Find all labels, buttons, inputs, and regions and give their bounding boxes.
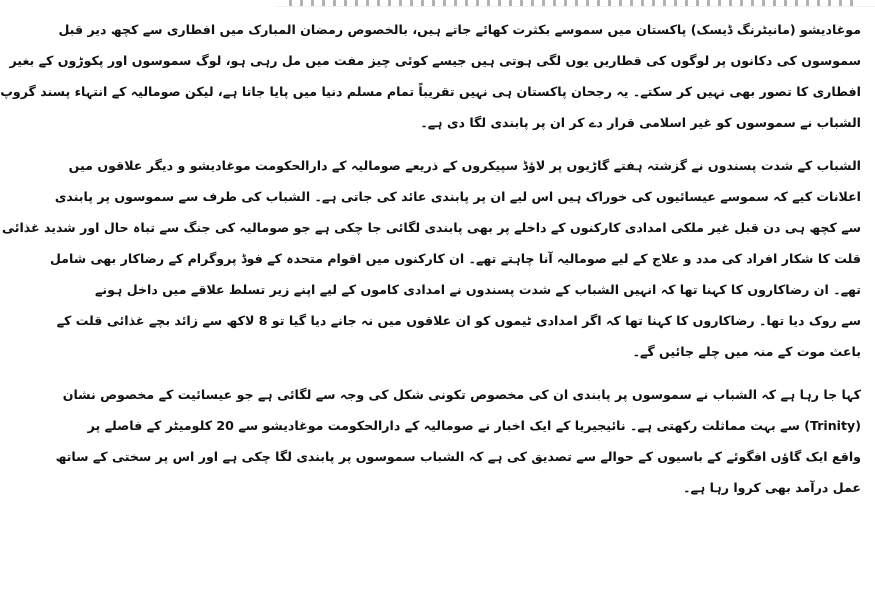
paragraph-line: قلت کا شکار افراد کی مدد و علاج کے لیے صومالیہ آنا چاہتے تھے۔ ان کارکنوں میں اقوام متحدہ کے فوڈ پروگرام کے رضاکار بھی شامل xyxy=(49,251,861,266)
paragraph-line: سے کچھ ہی دن قبل غیر ملکی امدادی کارکنوں کے داخلے پر بھی پابندی لگائی جا چکی ہے جو صومالیہ کی جنگ سے تباہ حال اور شدید غذائی xyxy=(1,220,861,235)
paragraph-line: باعث موت کے منہ میں چلے جائیں گے۔ xyxy=(632,344,861,359)
clipped-text-fragment xyxy=(289,0,861,6)
paragraph-line: افطاری کا تصور بھی نہیں کر سکتے۔ یہ رجحان پاکستان ہی نہیں تقریباً تمام مسلم دنیا میں پایا جاتا ہے، لیکن صومالیہ کے انتہاء پسند گروپ xyxy=(0,84,861,99)
paragraph-line: تھے۔ ان رضاکاروں کا کہنا تھا کہ انہیں الشباب کے شدت پسندوں نے امدادی کاموں کے لیے اپنے زیر تسلط علاقے میں داخل ہونے xyxy=(94,282,861,297)
paragraph-line: کہا جا رہا ہے کہ الشباب نے سموسوں پر پابندی ان کی مخصوص تکونی شکل کی وجہ سے لگائی ہے جو عیسائیت کے مخصوص نشان xyxy=(62,387,861,402)
paragraph-announcements xyxy=(1,150,861,367)
paragraph-line: سموسوں کی دکانوں پر لوگوں کی قطاریں یوں لگی ہوتی ہیں جیسے کوئی چیز مفت میں مل رہی ہو، لوگ سموسوں اور پکوڑوں کے بغیر xyxy=(9,53,861,68)
paragraph-line: الشباب نے سموسوں کو غیر اسلامی قرار دے کر ان پر پابندی لگا دی ہے۔ xyxy=(420,115,861,130)
clipped-previous-line xyxy=(275,0,875,7)
article-body xyxy=(0,14,861,517)
paragraph-line: اعلانات کیے کہ سموسے عیسائیوں کی خوراک ہیں اس لیے ان پر پابندی عائد کی جاتی ہے۔ الشباب کی طرف سے سموسوں پر پابندی xyxy=(54,189,861,204)
paragraph-line: عمل درآمد بھی کروا رہا ہے۔ xyxy=(683,480,861,495)
paragraph-intro xyxy=(0,14,861,138)
paragraph-line: الشباب کے شدت پسندوں نے گزشتہ ہفتے گاڑیوں پر لاؤڈ سپیکروں کے ذریعے صومالیہ کے دارالحکومت موغادیشو و دیگر علاقوں میں xyxy=(68,158,861,173)
paragraph-trinity xyxy=(55,379,861,503)
paragraph-line: واقع ایک گاؤں افگوئے کے باسیوں کے حوالے سے تصدیق کی ہے کہ الشباب سموسوں پر پابندی لگا چکی ہے اور اس پر سختی کے ساتھ xyxy=(55,449,861,464)
paragraph-line: (Trinity) سے بہت مماثلت رکھتی ہے۔ نائیجیریا کے ایک اخبار نے صومالیہ کے دارالحکومت موغادیشو سے 20 کلومیٹر کے فاصلے پر xyxy=(87,418,861,433)
paragraph-line: موغادیشو (مانیٹرنگ ڈیسک) پاکستان میں سموسے بکثرت کھائے جاتے ہیں، بالخصوص رمضان المبارک میں افطاری سے کچھ دیر قبل xyxy=(58,22,861,37)
paragraph-line: سے روک دیا تھا۔ رضاکاروں کا کہنا تھا کہ اگر امدادی ٹیموں کو ان علاقوں میں نہ جانے دیا گیا تو 8 لاکھ سے زائد بچے غذائی قلت کے xyxy=(56,313,861,328)
